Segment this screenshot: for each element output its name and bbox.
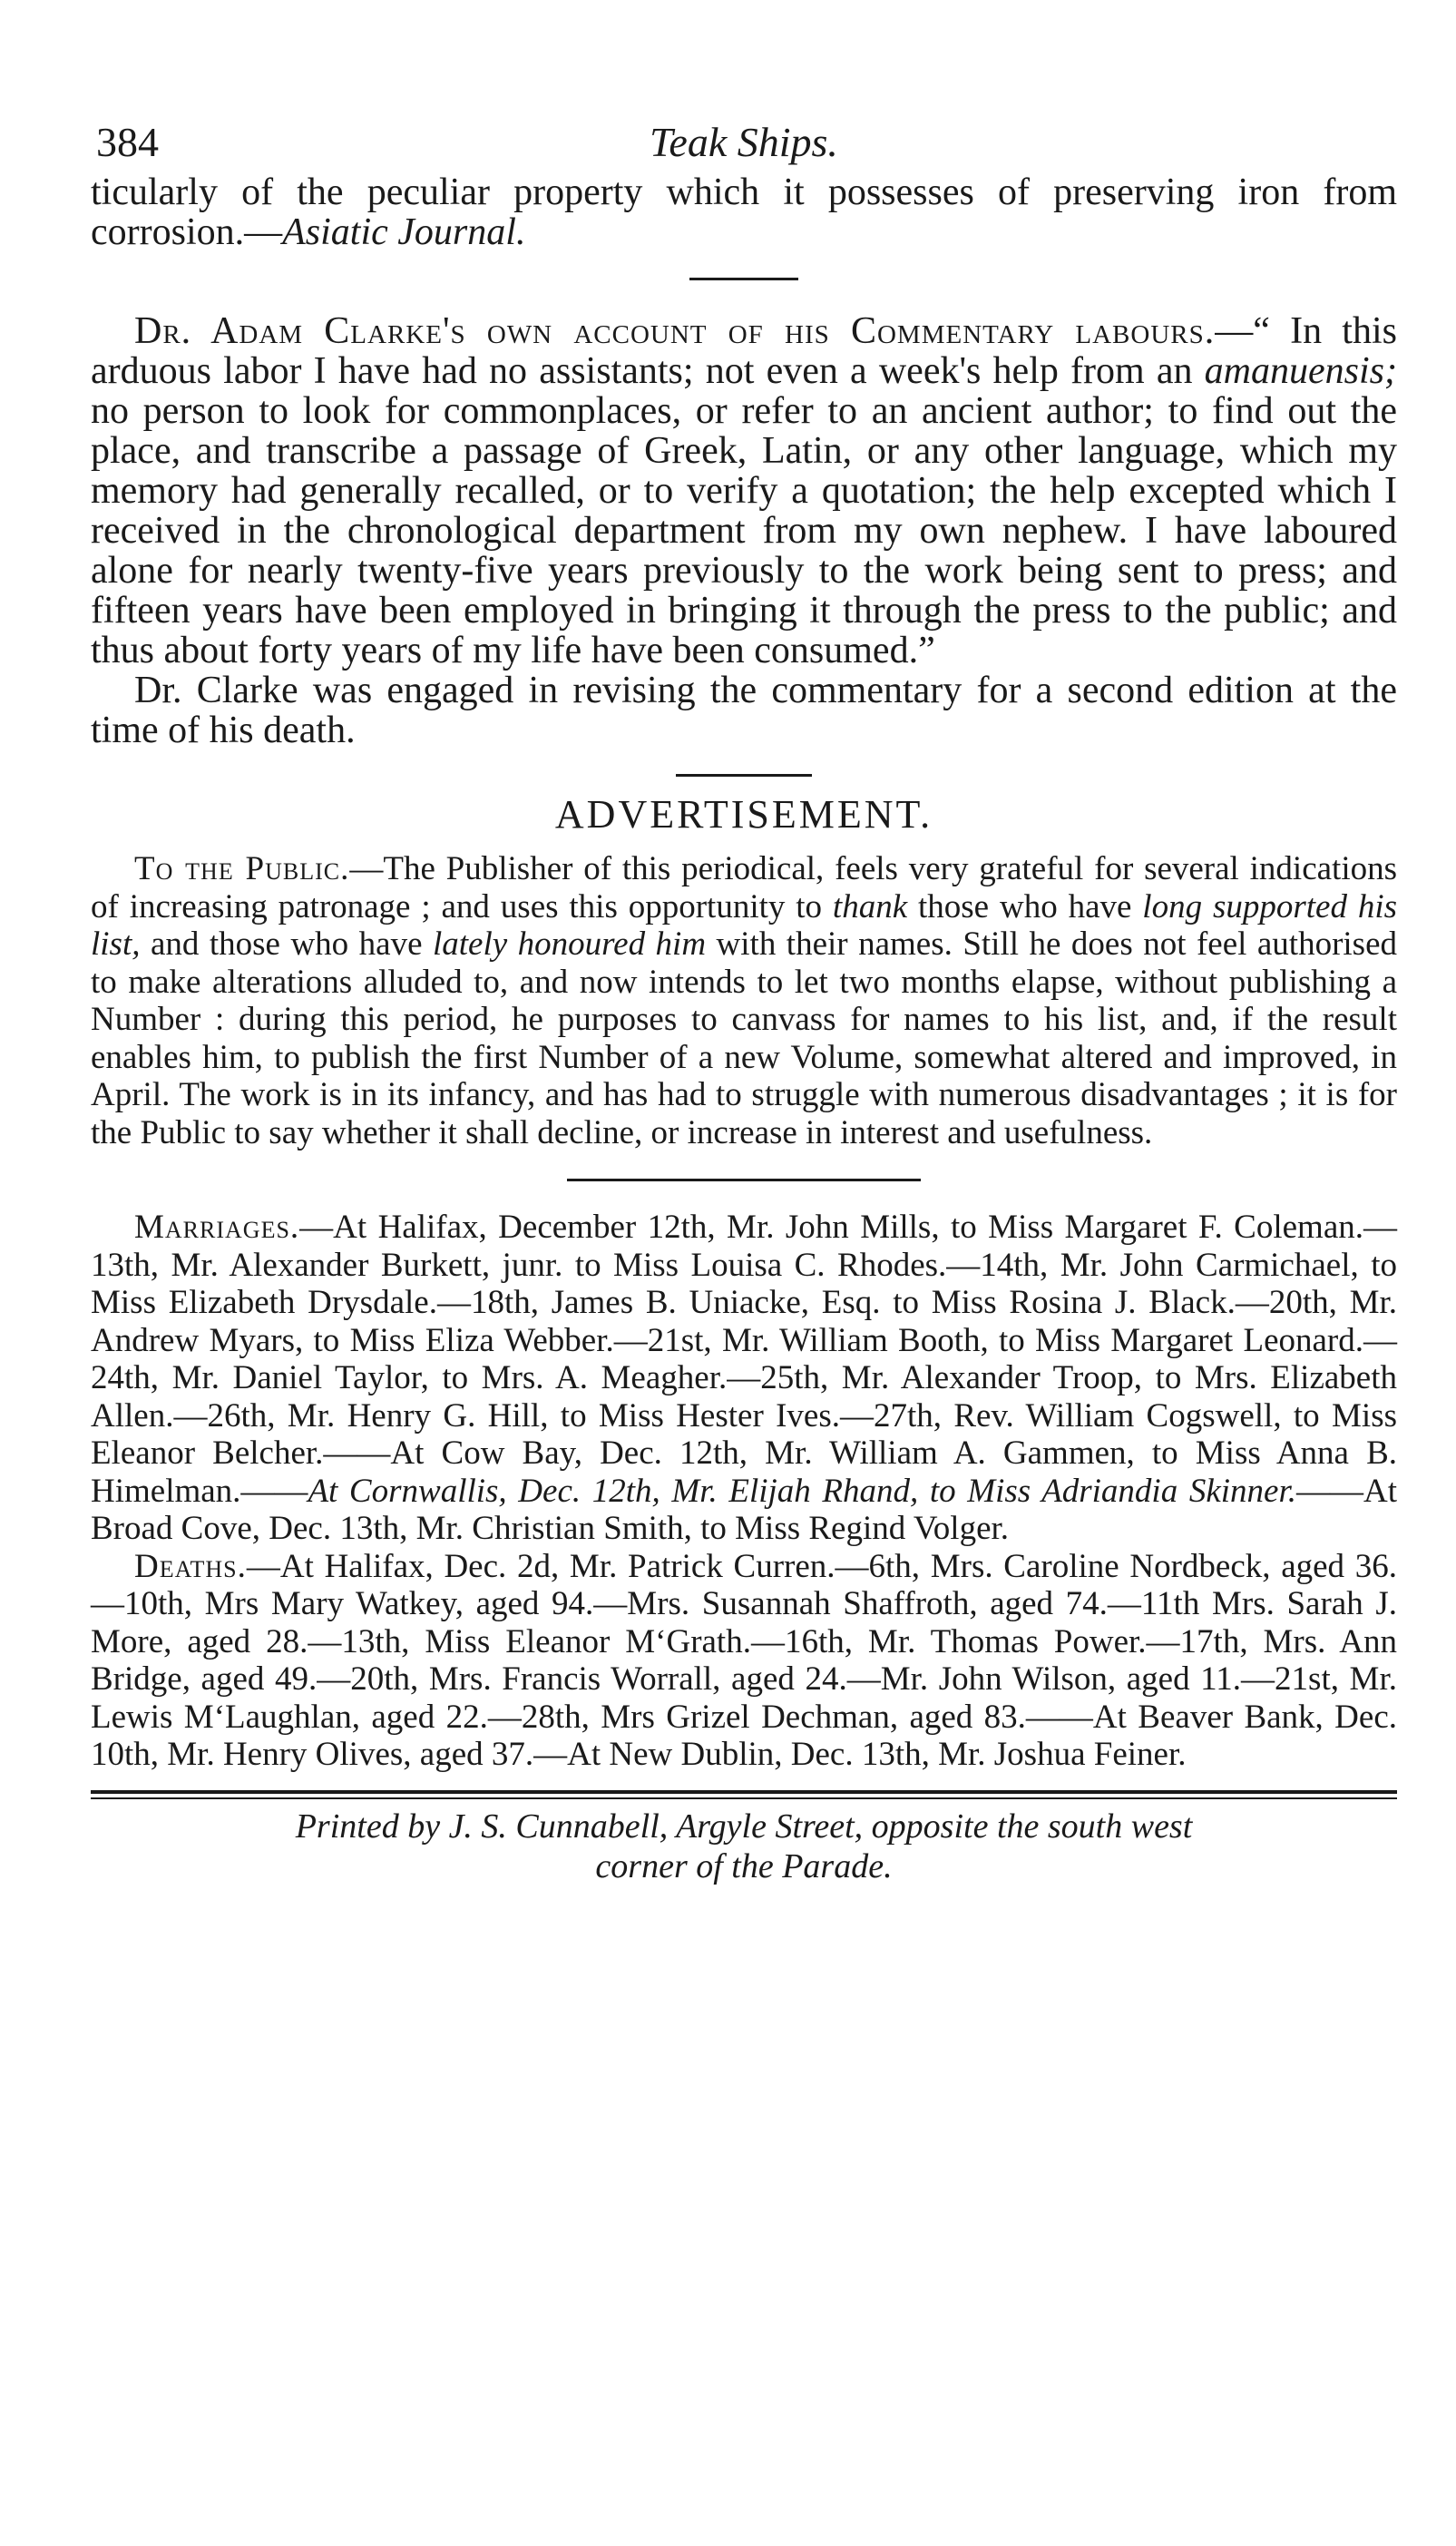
teak-text: ticularly of the peculiar property which it possesses of preserving iron from corrosion.— (91, 171, 1397, 253)
deaths-text: —At Halifax, Dec. 2d, Mr. Patrick Curren.—6th, Mrs. Caroline Nordbeck, aged 36.—10th, Mrs Mary Watkey, aged 94.—Mrs. Susannah Shaffroth, aged 74.—11th Mrs. Sarah J. More, aged 28.—13th, Miss Eleanor M‘Grath.—16th, Mr. Thomas Power.—17th, Mrs. Ann Bridge, aged 49.—20th, Mrs. Francis Worrall, aged 24.—Mr. John Wilson, aged 11.—21st, Mr. Lewis M‘Laughlan, aged 22.—28th, Mrs Grizel Dechman, aged 83.——At Beaver Bank, Dec. 10th, Mr. Henry Olives, aged 37.—At New Dublin, Dec. 13th, Mr. Joshua Feiner. (91, 1547, 1397, 1773)
marriages-lead: Marriages. (134, 1209, 300, 1246)
clarke-note-paragraph: Dr. Clarke was engaged in revising the commentary for a second edition at the time of his death. (91, 670, 1397, 751)
advertisement-text-3: and those who have (140, 925, 433, 963)
marriages-text-2: ——At Broad Cove, Dec. 13th, Mr. Christian Smith, to Miss Regind Volger. (91, 1472, 1397, 1547)
page (91, 109, 1397, 1886)
page-number: 384 (96, 119, 159, 165)
section-divider (676, 774, 812, 777)
advertisement-text-1: —The Publisher of this periodical, feels very grateful for several indications of increasing patronage ; and uses this opportunity to (91, 850, 1397, 925)
clarke-quote-part-1: —“ In this arduous labor I have had no assistants; not even a week's help from an (91, 310, 1397, 392)
clarke-quote-amanuensis: amanuensis; (1204, 350, 1397, 392)
clarke-account-paragraph (91, 311, 1397, 671)
teak-ships-continuation (91, 172, 1397, 252)
advertisement-text-4: with their names. Still he does not feel authorised to make alterations alluded to, and now intends to let two months elapse, without publishing a Number : during this period, he purposes to canvass for names to his list, and, if the result enables him, to publish the first Number of a new Volume, somewhat altered and improved, in April. The work is in its infancy, and has had to struggle with numerous disadvantages ; it is for the Public to say whether it shall decline, or increase in interest and usefulness. (91, 925, 1397, 1151)
running-title: Teak Ships. (650, 119, 838, 165)
advertisement-emphasis-2: long supported his list, (91, 887, 1398, 963)
marriages-emphasis: At Cornwallis, Dec. 12th, Mr. Elijah Rhand, to Miss Adriandia Skinner. (308, 1472, 1296, 1510)
advertisement-emphasis-1: thank (832, 887, 908, 925)
marriages-paragraph (91, 1209, 1397, 1548)
imprint-line-1: Printed by J. S. Cunnabell, Argyle Street, opposite the south west (295, 1807, 1193, 1846)
section-divider (567, 1179, 921, 1181)
advertisement-emphasis-3: lately honoured him (432, 925, 707, 963)
bottom-rule (91, 1790, 1397, 1794)
printer-imprint (91, 1807, 1397, 1886)
advertisement-heading: ADVERTISEMENT. (554, 792, 933, 837)
advertisement-paragraph (91, 850, 1397, 1151)
clarke-quote-part-2: no person to look for commonplaces, or refer to an ancient author; to find out the place, and transcribe a passage of Greek, Latin, or any other language, which my memory had generally recalled, or to verify a quotation; the help excepted which I received in the chronological department from my own nephew. I have laboured alone for nearly twenty-five years previously to the work being sent to press; and fifteen years have been employed in bringing it through the press to the public; and thus about forty years of my life have been consumed.” (91, 390, 1397, 671)
bottom-rule-thin (91, 1797, 1397, 1799)
advertisement-text-2: those who have (907, 887, 1143, 925)
clarke-title: Dr. Adam Clarke's own account of his Commentary labours. (134, 310, 1216, 352)
imprint-line-2: corner of the Parade. (595, 1846, 893, 1885)
deaths-lead: Deaths. (134, 1547, 247, 1585)
running-head (91, 109, 1397, 172)
section-divider (689, 278, 798, 280)
advertisement-lead: To the Public. (134, 850, 350, 887)
deaths-paragraph (91, 1548, 1397, 1774)
teak-source: Asiatic Journal. (282, 211, 526, 253)
marriages-text-1: —At Halifax, December 12th, Mr. John Mills, to Miss Margaret F. Coleman.—13th, Mr. Alexander Burkett, junr. to Miss Louisa C. Rhodes.—14th, Mr. John Carmichael, to Miss Elizabeth Drysdale.—18th, James B. Uniacke, Esq. to Miss Rosina J. Black.—20th, Mr. Andrew Myars, to Miss Eliza Webber.—21st, Mr. William Booth, to Miss Margaret Leonard.—24th, Mr. Daniel Taylor, to Mrs. A. Meagher.—25th, Mr. Alexander Troop, to Mrs. Elizabeth Allen.—26th, Mr. Henry G. Hill, to Miss Hester Ives.—27th, Rev. William Cogswell, to Miss Eleanor Belcher.——At Cow Bay, Dec. 12th, Mr. William A. Gammen, to Miss Anna B. Himelman.—— (91, 1209, 1397, 1510)
